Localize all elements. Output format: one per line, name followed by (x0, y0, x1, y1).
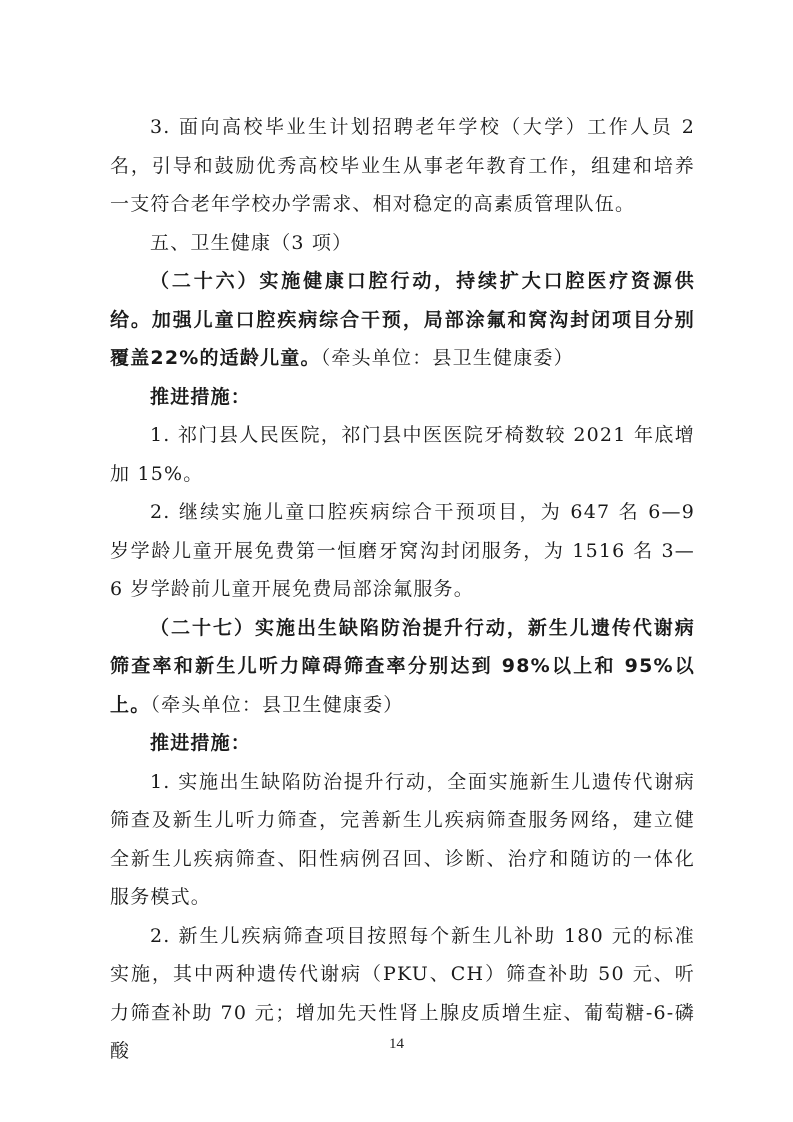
item-26-title: （二十六）实施健康口腔行动，持续扩大口腔医疗资源供给。加强儿童口腔疾病综合干预，局部涂氟和窝沟封闭项目分别覆盖22%的适龄儿童。 (110, 270, 695, 369)
paragraph-recruit-staff: 3. 面向高校毕业生计划招聘老年学校（大学）工作人员 2 名，引导和鼓励优秀高校毕业生从事老年教育工作，组建和培养一支符合老年学校办学需求、相对稳定的高素质管理队伍。 (110, 116, 695, 215)
page-body (110, 108, 695, 1071)
item-27-measures-label: 推进措施： (150, 732, 252, 754)
page-number: 14 (389, 1036, 404, 1052)
item-26-measure-1: 1. 祁门县人民医院，祁门县中医医院牙椅数较 2021 年底增加 15%。 (110, 424, 695, 485)
section-heading-health: 五、卫生健康（3 项） (150, 231, 353, 254)
item-27-lead-unit: （牵头单位：县卫生健康委） (150, 693, 404, 716)
item-27-title: （二十七）实施出生缺陷防治提升行动，新生儿遗传代谢病筛查率和新生儿听力障碍筛查率分别达到 98%以上和 95%以上。 (110, 616, 695, 716)
item-26 (110, 262, 695, 378)
item-26-lead-unit: （牵头单位：县卫生健康委） (320, 347, 574, 369)
item-27-measure-1: 1. 实施出生缺陷防治提升行动，全面实施新生儿遗传代谢病筛查及新生儿听力筛查，完善新生儿疾病筛查服务网络，建立健全新生儿疾病筛查、阳性病例召回、诊断、治疗和随访的一体化服务模式。 (110, 770, 695, 908)
item-27-measure-2: 2. 新生儿疾病筛查项目按照每个新生儿补助 180 元的标准实施，其中两种遗传代谢病（PKU、CH）筛查补助 50 元、听力筛查补助 70 元；增加先天性肾上腺皮质增生症、葡萄糖-6-磷酸 (110, 924, 695, 1062)
item-26-measures-label: 推进措施： (150, 385, 252, 408)
item-26-measure-2: 2. 继续实施儿童口腔疾病综合干预项目，为 647 名 6—9 岁学龄儿童开展免费第一恒磨牙窝沟封闭服务，为 1516 名 3—6 岁学龄前儿童开展免费局部涂氟服务。 (110, 501, 695, 600)
item-27 (110, 609, 695, 725)
